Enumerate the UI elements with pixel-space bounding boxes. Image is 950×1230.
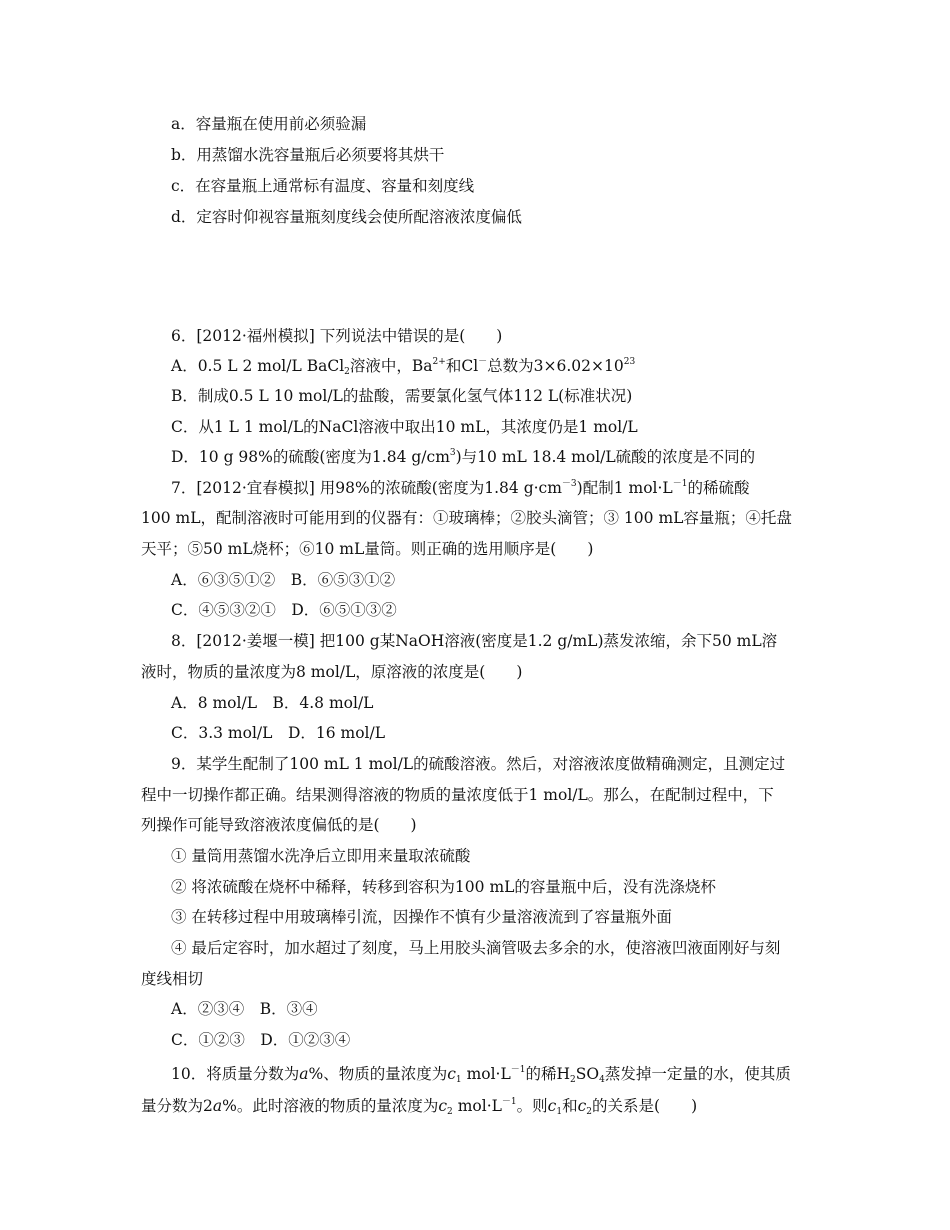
q8-options-cd: C．3.3 mol/L D．16 mol/L <box>171 724 386 742</box>
q9-item-1: ① 量筒用蒸馏水洗净后立即用来量取浓硫酸 <box>171 847 471 865</box>
q6-option-c: C．从1 L 1 mol/L的NaCl溶液中取出10 mL，其浓度仍是1 mol/L <box>171 418 638 436</box>
q10-stem-line1: 10．将质量分数为a%、物质的量浓度为$c_1$ $mol\cdot L^{-1}$的稀$H_2SO_4$蒸发掉一定量的水，使其质 <box>171 1065 791 1085</box>
q9-stem-line3: 列操作可能导致溶液浓度偏低的是( ) <box>141 816 417 834</box>
option-d: d．定容时仰视容量瓶刻度线会使所配溶液浓度偏低 <box>171 208 522 226</box>
q7-options-ab: A．⑥③⑤①② B．⑥⑤③①② <box>171 571 396 589</box>
q8-stem-line1: 8．[2012·姜堰一模] 把100 g某NaOH溶液(密度是1.2 g/mL)蒸发浓缩，余下50 mL溶 <box>171 632 778 650</box>
option-b: b．用蒸馏水洗容量瓶后必须要将其烘干 <box>171 146 445 164</box>
q8-stem-line2: 液时，物质的量浓度为8 mol/L，原溶液的浓度是( ) <box>141 663 523 681</box>
q7-stem-line3: 天平；⑤50 mL烧杯；⑥10 mL量筒。则正确的选用顺序是( ) <box>141 540 594 558</box>
q9-stem-line1: 9．某学生配制了100 mL 1 mol/L的硫酸溶液。然后，对溶液浓度做精确测定，且测定过 <box>171 755 786 773</box>
q9-stem-line2: 程中一切操作都正确。结果测得溶液的物质的量浓度低于1 mol/L。那么，在配制过程中，下 <box>141 786 774 804</box>
q6-option-b: B．制成0.5 L 10 mol/L的盐酸，需要氯化氢气体112 L(标准状况) <box>171 387 633 405</box>
q9-item-4-line1: ④ 最后定容时，加水超过了刻度，马上用胶头滴管吸去多余的水，使溶液凹液面刚好与刻 <box>171 939 781 957</box>
q6-option-d: D．10 g 98%的硫酸(密度为1.84 $g/cm^3$)与10 mL 18.4 mol/L硫酸的浓度是不同的 <box>171 448 756 466</box>
option-c: c．在容量瓶上通常标有温度、容量和刻度线 <box>171 177 475 195</box>
q6-stem: 6．[2012·福州模拟] 下列说法中错误的是( ) <box>171 327 503 345</box>
q9-options-ab: A．②③④ B．③④ <box>171 1000 318 1018</box>
q9-item-4-line2: 度线相切 <box>141 970 204 988</box>
q7-stem-line1: 7．[2012·宜春模拟] 用98%的浓硫酸(密度为1.84 $g\cdot cm^{-3}$)配制1 $mol\cdot L^{-1}$的稀硫酸 <box>171 479 750 497</box>
q9-options-cd: C．①②③ D．①②③④ <box>171 1031 351 1049</box>
option-a: a．容量瓶在使用前必须验漏 <box>171 115 367 133</box>
q8-options-ab: A．8 mol/L B．4.8 mol/L <box>171 694 374 712</box>
q6-option-a: A．0.5 L 2 mol/L BaCl$_2$溶液中，$Ba^{2+}$和Cl－总数为$3\times 6.02\times 10^{23}$ <box>171 357 636 377</box>
q7-options-cd: C．④⑤③②① D．⑥⑤①③② <box>171 601 397 619</box>
q10-stem-line2: 量分数为2a%。此时溶液的物质的量浓度为$c_2$ $mol\cdot L^{-1}$。则$c_1$和$c_2$的关系是( ) <box>141 1097 698 1117</box>
q7-stem-line2: 100 mL，配制溶液时可能用到的仪器有：①玻璃棒；②胶头滴管；③ 100 mL容量瓶；④托盘 <box>141 509 792 527</box>
q9-item-3: ③ 在转移过程中用玻璃棒引流，因操作不慎有少量溶液流到了容量瓶外面 <box>171 908 672 926</box>
q9-item-2: ② 将浓硫酸在烧杯中稀释，转移到容积为100 mL的容量瓶中后，没有洗涤烧杯 <box>171 878 716 896</box>
